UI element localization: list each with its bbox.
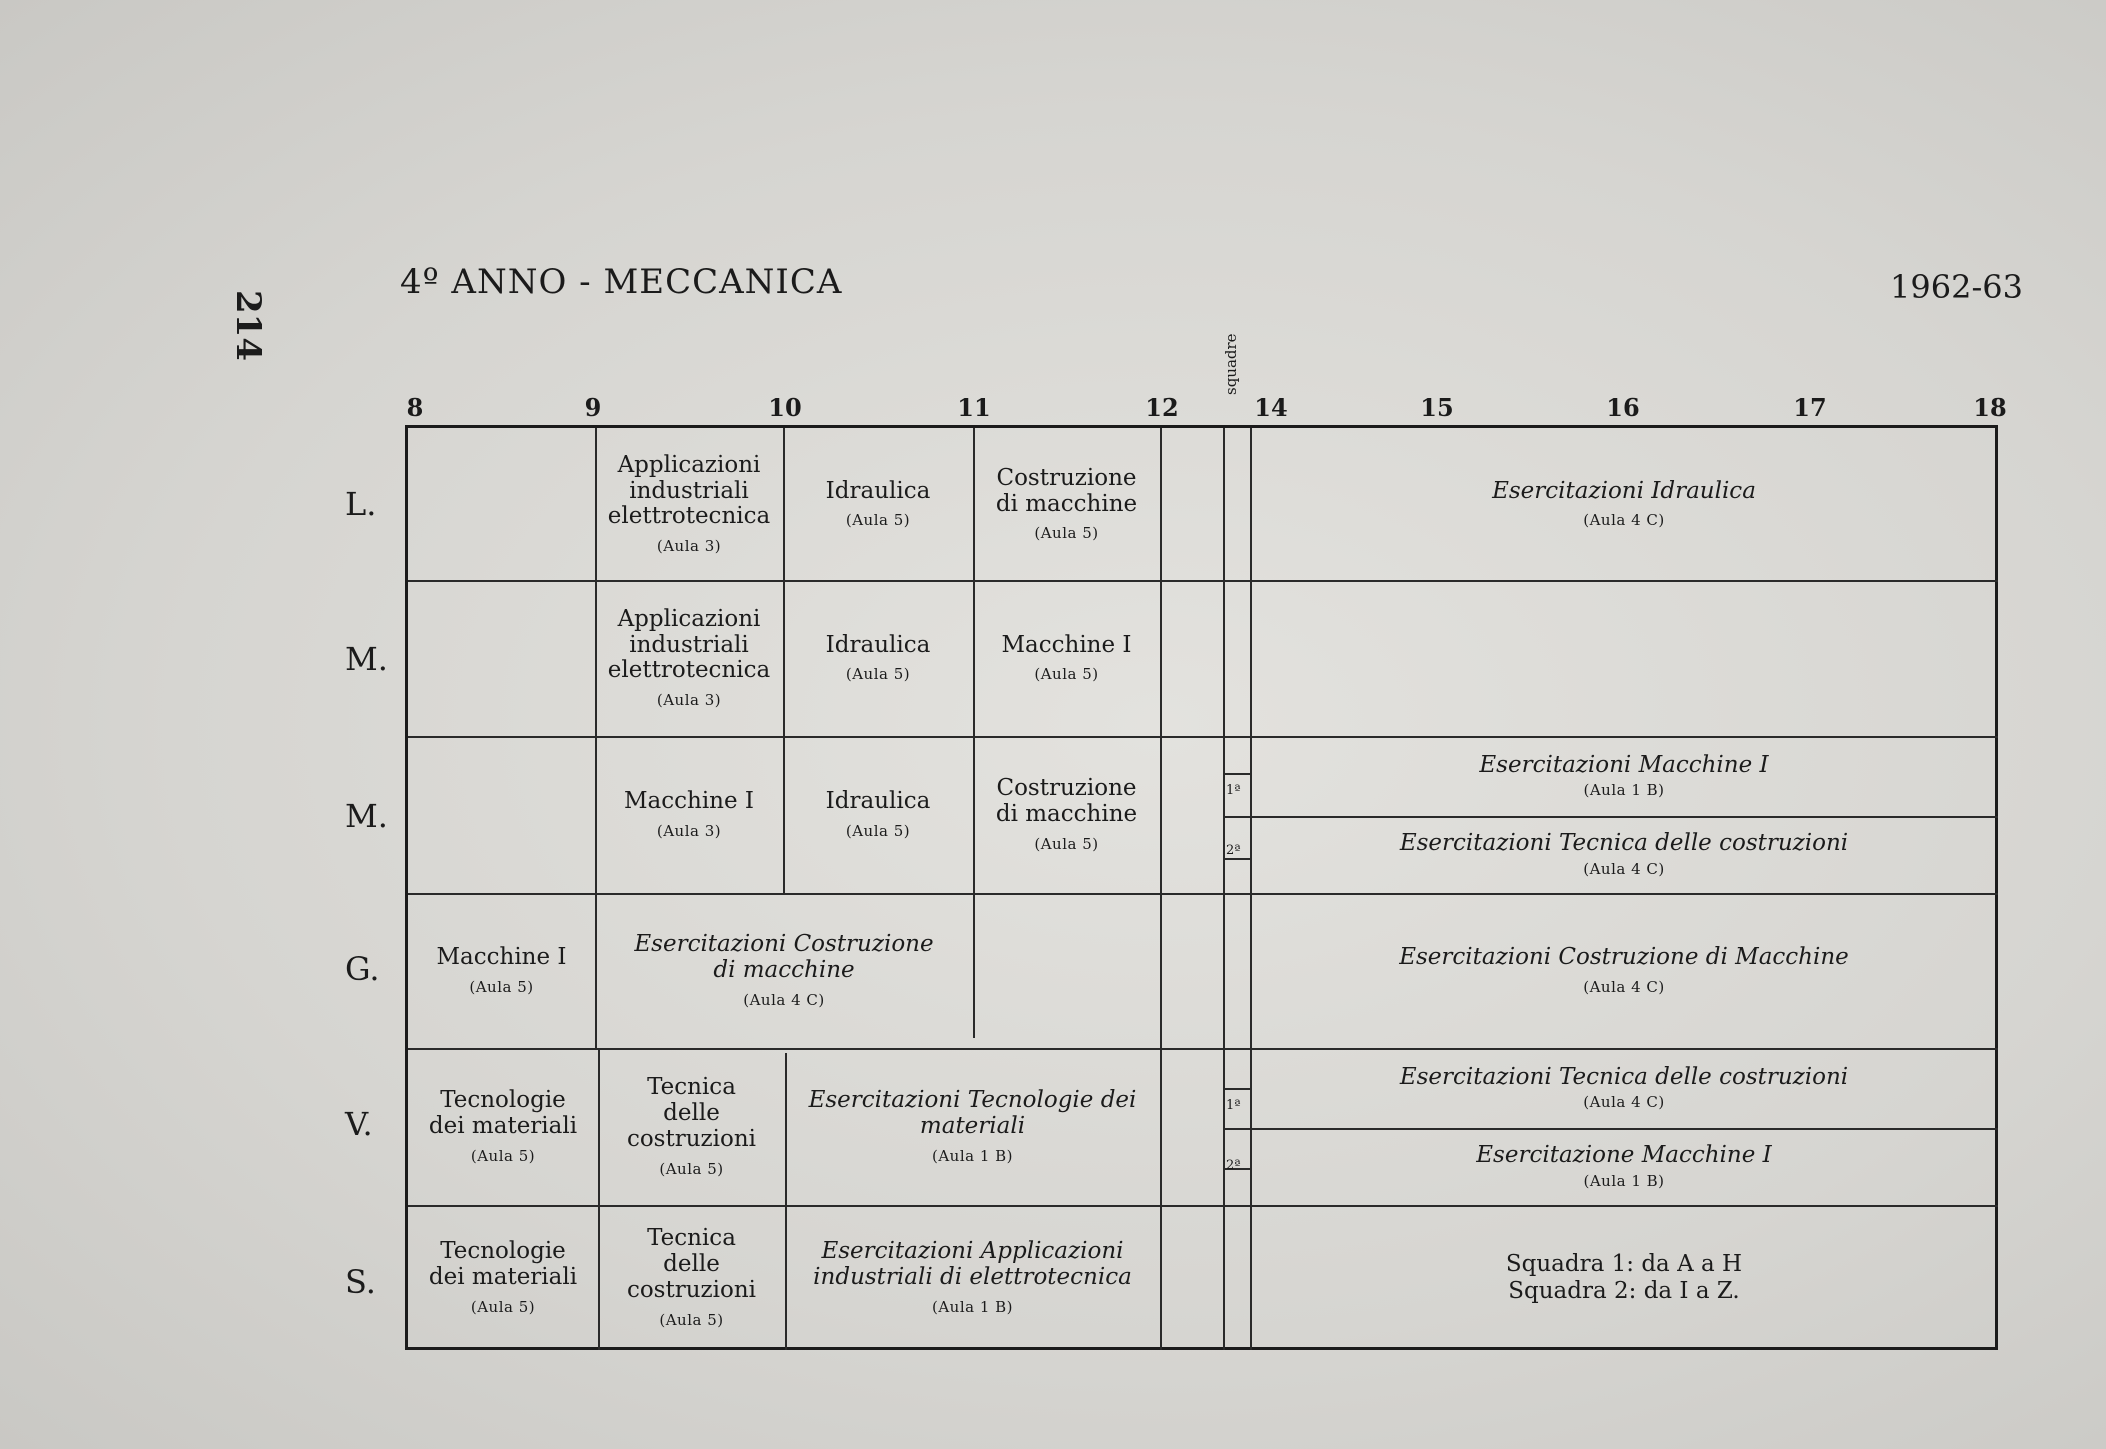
subject: Idraulica [825, 477, 931, 504]
subject: Esercitazioni Tecnica delle costruzioni [1399, 1063, 1849, 1090]
day-label: L. [345, 485, 377, 523]
room: (Aula 1 B) [1583, 1171, 1665, 1190]
lesson-cell [973, 580, 1160, 736]
subject: Tecnica delle costruzioni [626, 1074, 757, 1152]
subject: Macchine I [1001, 631, 1132, 658]
grid-line [1160, 428, 1162, 1350]
room: (Aula 3) [656, 821, 722, 840]
lesson-cell [973, 736, 1160, 893]
day-label: M. [345, 797, 388, 835]
squad-dash [1223, 773, 1250, 775]
lesson-cell [1250, 1048, 1998, 1128]
lesson-cell [973, 428, 1160, 580]
grid-line [1223, 428, 1225, 1350]
room: (Aula 5) [845, 665, 911, 684]
hour-label: 18 [1973, 393, 2007, 422]
day-label: G. [345, 950, 380, 988]
subject: Tecnica delle costruzioni [626, 1225, 757, 1303]
lesson-cell [785, 1048, 1160, 1205]
room: (Aula 4 C) [1583, 1093, 1665, 1112]
lesson-cell [1250, 816, 1998, 893]
squadre-label: squadre [1222, 333, 1240, 395]
room: (Aula 1 B) [931, 1297, 1014, 1316]
squad-dash [1223, 816, 1250, 818]
room: (Aula 4 C) [1583, 511, 1665, 530]
lesson-cell [1250, 893, 1998, 1048]
subject: Applicazioni industriali elettrotecnica [607, 605, 771, 684]
room: (Aula 5) [470, 1297, 536, 1316]
room: (Aula 4 C) [1583, 977, 1665, 996]
squad-dash [1223, 1088, 1250, 1090]
lesson-cell [783, 736, 973, 893]
squad-note: Squadra 2: da I a Z. [1508, 1277, 1740, 1304]
day-label: V. [345, 1105, 373, 1143]
lesson-cell [783, 580, 973, 736]
hour-label: 10 [768, 393, 802, 422]
subject: Costruzione di macchine [995, 464, 1138, 517]
hour-label: 16 [1606, 393, 1640, 422]
page-title: 4º ANNO - MECCANICA [400, 262, 843, 302]
lesson-cell [595, 893, 973, 1048]
room: (Aula 4 C) [743, 990, 825, 1009]
subject: Esercitazioni Applicazioni industriali di elettrotecnica [813, 1238, 1132, 1291]
subject: Applicazioni industriali elettrotecnica [607, 451, 771, 530]
room: (Aula 5) [659, 1159, 724, 1178]
lesson-cell [1250, 428, 1998, 580]
day-label: S. [345, 1263, 376, 1301]
lesson-cell [595, 428, 783, 580]
subject: Macchine I [623, 788, 754, 815]
squad-mark: 2ª [1226, 1158, 1241, 1173]
squad-notes [1250, 1205, 1998, 1350]
lesson-cell [783, 428, 973, 580]
lesson-cell [595, 736, 783, 893]
room: (Aula 3) [656, 537, 722, 556]
lesson-cell [598, 1205, 785, 1350]
room: (Aula 5) [470, 1146, 536, 1165]
subject: Idraulica [825, 788, 931, 815]
subject: Esercitazioni Tecnica delle costruzioni [1399, 830, 1849, 857]
hour-label: 17 [1793, 393, 1827, 422]
room: (Aula 5) [1034, 834, 1099, 853]
subject: Idraulica [825, 631, 931, 658]
squad-dash [1223, 1128, 1250, 1130]
room: (Aula 3) [656, 691, 722, 710]
squad-dash [1223, 858, 1250, 860]
room: (Aula 5) [845, 821, 911, 840]
lesson-cell [785, 1205, 1160, 1350]
room: (Aula 5) [659, 1310, 724, 1329]
subject: Tecnologie dei materiali [428, 1238, 578, 1291]
squad-mark: 1ª [1226, 783, 1241, 798]
squad-note: Squadra 1: da A a H [1505, 1251, 1743, 1278]
subject: Esercitazioni Tecnologie dei materiali [808, 1087, 1137, 1140]
lesson-cell [595, 580, 783, 736]
room: (Aula 5) [469, 977, 534, 996]
lesson-cell [1250, 736, 1998, 816]
hour-label: 12 [1145, 393, 1179, 422]
school-year: 1962-63 [1890, 268, 2023, 306]
day-label: M. [345, 640, 388, 678]
lesson-cell [1250, 1128, 1998, 1205]
hour-label: 14 [1254, 393, 1288, 422]
hour-label: 8 [406, 393, 424, 422]
squad-mark: 1ª [1226, 1098, 1241, 1113]
room: (Aula 5) [1034, 665, 1099, 684]
subject: Macchine I [436, 944, 567, 971]
lesson-cell [598, 1048, 785, 1205]
page-number: 214 [228, 290, 268, 361]
lesson-cell [408, 893, 595, 1048]
lesson-cell [408, 1048, 598, 1205]
room: (Aula 1 B) [1583, 781, 1665, 800]
room: (Aula 5) [845, 511, 911, 530]
room: (Aula 1 B) [931, 1146, 1014, 1165]
lesson-cell [408, 1205, 598, 1350]
subject: Esercitazioni Costruzione di macchine [634, 931, 934, 984]
subject: Esercitazione Macchine I [1476, 1142, 1772, 1169]
subject: Costruzione di macchine [995, 775, 1138, 828]
hour-label: 15 [1420, 393, 1454, 422]
room: (Aula 5) [1034, 524, 1099, 543]
subject: Esercitazioni Macchine I [1479, 751, 1769, 778]
subject: Tecnologie dei materiali [428, 1087, 578, 1140]
squad-mark: 2ª [1226, 843, 1241, 858]
hour-label: 11 [957, 393, 991, 422]
subject: Esercitazioni Costruzione di Macchine [1399, 944, 1849, 971]
hour-label: 9 [584, 393, 602, 422]
timetable-grid [405, 425, 1998, 1350]
room: (Aula 4 C) [1583, 859, 1665, 878]
subject: Esercitazioni Idraulica [1492, 477, 1756, 504]
